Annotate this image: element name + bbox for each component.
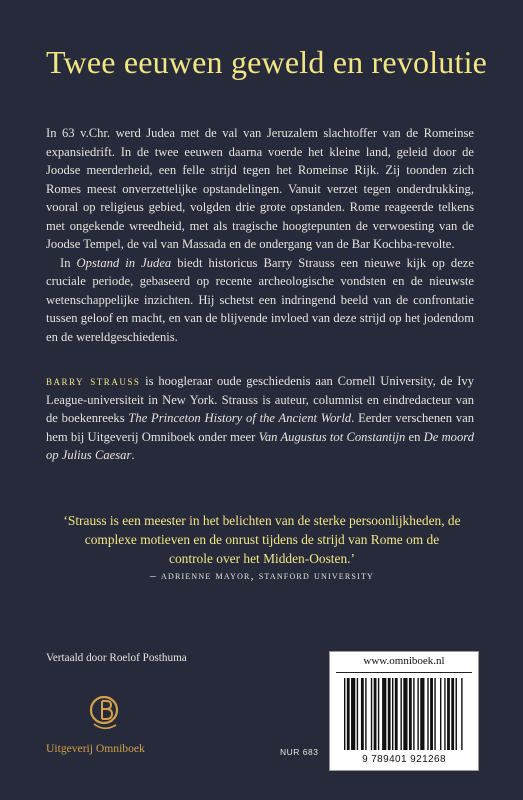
barcode-bar xyxy=(444,678,445,750)
blurb-text: biedt historicus Barry Strauss een nieuwe kijk op deze cruciale periode, gebaseerd op recente archeologische vondsten en de nieuwste wetenschappelijke inzichten. Hij schetst een indringend beeld van de confrontatie tussen geloof en macht, en van de blijvende invloed van deze strijd op het jodendom en de wereldgeschiedenis. xyxy=(46,255,474,344)
translator-credit: Vertaald door Roelof Posthuma xyxy=(46,652,187,664)
barcode-bar xyxy=(413,678,414,750)
previous-book-title: Van Augustus tot Constantijn xyxy=(258,429,406,444)
barcode-bar xyxy=(417,678,418,750)
barcode-panel xyxy=(329,651,479,771)
barcode-bar xyxy=(420,678,424,750)
barcode-bar xyxy=(361,678,364,750)
barcode-bar xyxy=(357,678,358,750)
barcode-bar xyxy=(461,678,462,750)
barcode-bar xyxy=(382,678,386,750)
isbn-number: 9 789401 921268 xyxy=(362,754,446,765)
author-bio xyxy=(46,372,474,465)
previous-book-title: De moord op Julius Caesar xyxy=(46,429,474,462)
barcode-bar xyxy=(456,678,457,750)
review-quote: ‘Strauss is een meester in het belichten van de sterke persoonlijkheden, de complexe motieven en de onrust tijdens de strijd van Rome om de controle over het Midden-Oosten.’ xyxy=(63,513,461,566)
barcode-bar xyxy=(365,678,366,750)
book-title: Opstand in Judea xyxy=(76,255,172,270)
barcode-bar xyxy=(451,678,454,750)
publisher-name: Uitgeverij Omniboek xyxy=(46,742,145,755)
bio-text: is hoogleraar oude geschiedenis aan Cornell University, de Ivy League-universiteit in New York. Strauss is auteur, columnist en eindredacteur van de boekenreeks xyxy=(46,374,474,425)
barcode-bar xyxy=(378,678,379,750)
barcode-bar xyxy=(347,678,350,750)
barcode-bar xyxy=(447,678,450,750)
blurb-paragraph-1: In 63 v.Chr. werd Judea met de val van Jeruzalem slachtoffer van de Romeinse expansiedrift. In de twee eeuwen daarna voerde het kleine land, geleid door de Joodse meerderheid, een felle strijd tegen het Romeinse Rijk. Zij toonden zich Romes meest onverzettelijke opstandelingen. Vanuit verzet tegen onderdrukking, vooral op religieus gebied, volgden drie grote opstanden. Rome reageerde telkens met ongekende wreedheid, met als tragische hoogtepunten de verwoesting van de Joodse Tempel, de val van Massada en de ondergang van de Bar Kochba-revolte. xyxy=(46,126,474,251)
barcode-bar xyxy=(434,678,435,750)
barcode-bar xyxy=(403,678,407,750)
divider xyxy=(336,672,472,673)
publisher-url: www.omniboek.nl xyxy=(363,655,445,667)
author-name: barry strauss xyxy=(46,374,141,388)
barcode-bar xyxy=(400,678,401,750)
bio-text: . Eerder verschenen van hem bij Uitgeverij Omniboek onder meer xyxy=(46,411,474,444)
barcode-bar xyxy=(388,678,391,750)
barcode-bar xyxy=(392,678,393,750)
blurb-paragraph-2 xyxy=(46,254,474,347)
nur-code: NUR 683 xyxy=(280,747,319,757)
barcode-bar xyxy=(344,678,345,750)
quote-attribution: – adrienne mayor, stanford university xyxy=(149,570,375,582)
bio-text: . xyxy=(131,448,135,462)
bio-text: en xyxy=(405,429,424,444)
barcode-bar xyxy=(430,678,433,750)
blurb xyxy=(46,124,474,346)
barcode-bar xyxy=(395,678,398,750)
barcode-bar xyxy=(440,678,441,750)
barcode-bar xyxy=(371,678,372,750)
barcode-bar xyxy=(351,678,355,750)
series-title: The Princeton History of the Ancient World xyxy=(128,411,352,425)
back-cover-title: Twee eeuwen geweld en revolutie xyxy=(46,44,488,80)
barcode-icon xyxy=(344,678,464,750)
barcode-bar xyxy=(427,678,428,750)
blurb-text: In xyxy=(60,255,77,270)
barcode-bar xyxy=(409,678,412,750)
publisher-logo-icon xyxy=(88,692,122,732)
barcode-bar xyxy=(374,678,377,750)
